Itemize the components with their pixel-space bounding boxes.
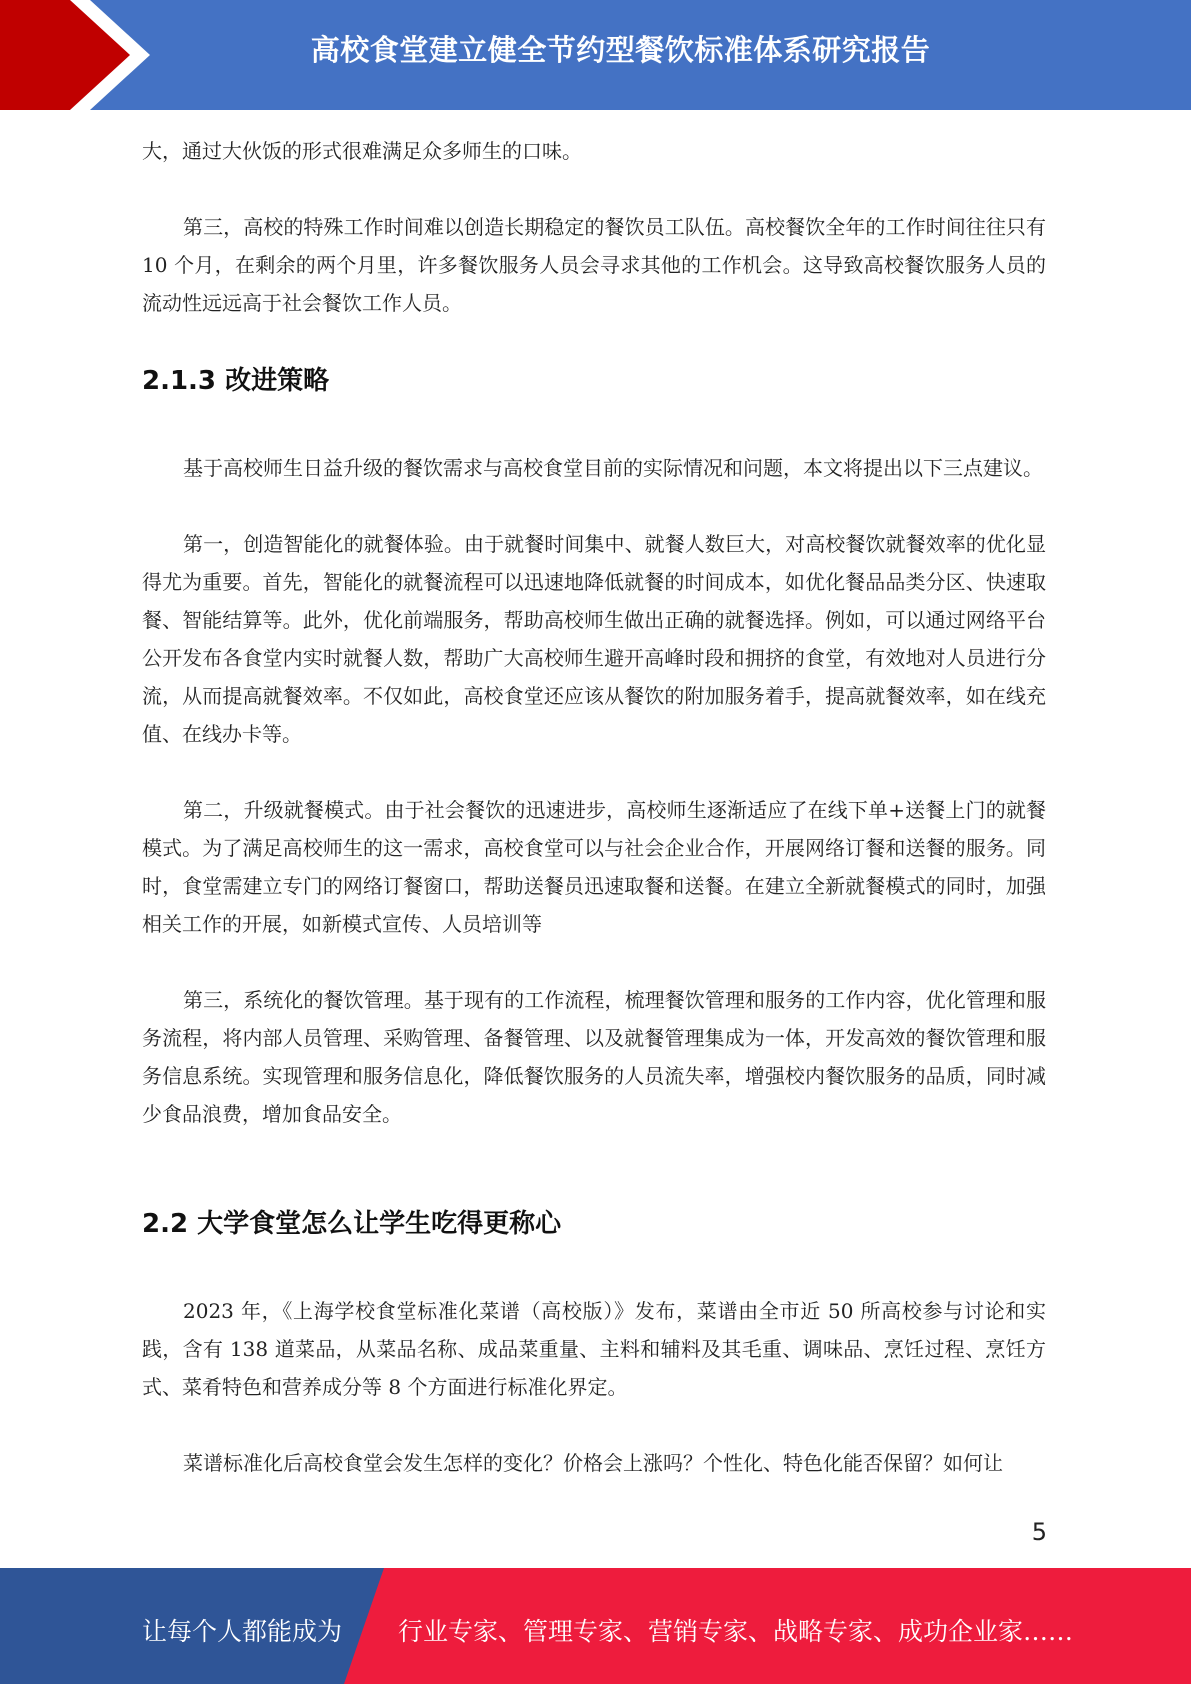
paragraph-third-suggestion: 第三，系统化的餐饮管理。基于现有的工作流程，梳理餐饮管理和服务的工作内容，优化管理和服务流程，将内部人员管理、采购管理、备餐管理、以及就餐管理集成为一体，开发高效的餐饮管理和服务信息系统。实现管理和服务信息化，降低餐饮服务的人员流失率，增强校内餐饮服务的品质，同时减少食品浪费，增加食品安全。 <box>142 988 1046 1126</box>
footer-slogan-left: 让每个人都能成为 <box>142 1617 343 1646</box>
document-body <box>142 132 1046 1482</box>
heading-2-2: 2.2 大学食堂怎么让学生吃得更称心 <box>142 1209 562 1239</box>
document-title: 高校食堂建立健全节约型餐饮标准体系研究报告 <box>310 33 931 67</box>
footer-slogan-right: 行业专家、管理专家、营销专家、战略专家、成功企业家…… <box>398 1617 1074 1646</box>
page-footer <box>0 1568 1191 1684</box>
paragraph-third-reason: 第三，高校的特殊工作时间难以创造长期稳定的餐饮员工队伍。高校餐饮全年的工作时间往往只有 10 个月，在剩余的两个月里，许多餐饮服务人员会寻求其他的工作机会。这导致高校餐饮服务人员的流动性远远高于社会餐饮工作人员。 <box>142 215 1046 315</box>
paragraph-2023-recipe: 2023 年，《上海学校食堂标准化菜谱（高校版）》发布，菜谱由全市近 50 所高校参与讨论和实践，含有 138 道菜品，从菜品名称、成品菜重量、主料和辅料及其毛重、调味品、烹饪过程、烹饪方式、菜肴特色和营养成分等 8 个方面进行标准化界定。 <box>142 1299 1046 1399</box>
paragraph-continuation: 大，通过大伙饭的形式很难满足众多师生的口味。 <box>142 139 582 163</box>
paragraph-second-suggestion: 第二，升级就餐模式。由于社会餐饮的迅速进步，高校师生逐渐适应了在线下单+送餐上门的就餐模式。为了满足高校师生的这一需求，高校食堂可以与社会企业合作，开展网络订餐和送餐的服务。同时，食堂需建立专门的网络订餐窗口，帮助送餐员迅速取餐和送餐。在建立全新就餐模式的同时，加强相关工作的开展，如新模式宣传、人员培训等 <box>142 798 1046 936</box>
heading-2-1-3: 2.1.3 改进策略 <box>142 366 330 396</box>
paragraph-intro: 基于高校师生日益升级的餐饮需求与高校食堂目前的实际情况和问题，本文将提出以下三点建议。 <box>183 456 1043 480</box>
paragraph-questions: 菜谱标准化后高校食堂会发生怎样的变化？价格会上涨吗？个性化、特色化能否保留？如何让 <box>183 1451 1003 1475</box>
page-header <box>0 0 1191 110</box>
paragraph-first-suggestion: 第一，创造智能化的就餐体验。由于就餐时间集中、就餐人数巨大，对高校餐饮就餐效率的优化显得尤为重要。首先，智能化的就餐流程可以迅速地降低就餐的时间成本，如优化餐品品类分区、快速取餐、智能结算等。此外，优化前端服务，帮助高校师生做出正确的就餐选择。例如，可以通过网络平台公开发布各食堂内实时就餐人数，帮助广大高校师生避开高峰时段和拥挤的食堂，有效地对人员进行分流，从而提高就餐效率。不仅如此，高校食堂还应该从餐饮的附加服务着手，提高就餐效率，如在线充值、在线办卡等。 <box>142 532 1046 746</box>
page-number: 5 <box>1031 1518 1047 1546</box>
